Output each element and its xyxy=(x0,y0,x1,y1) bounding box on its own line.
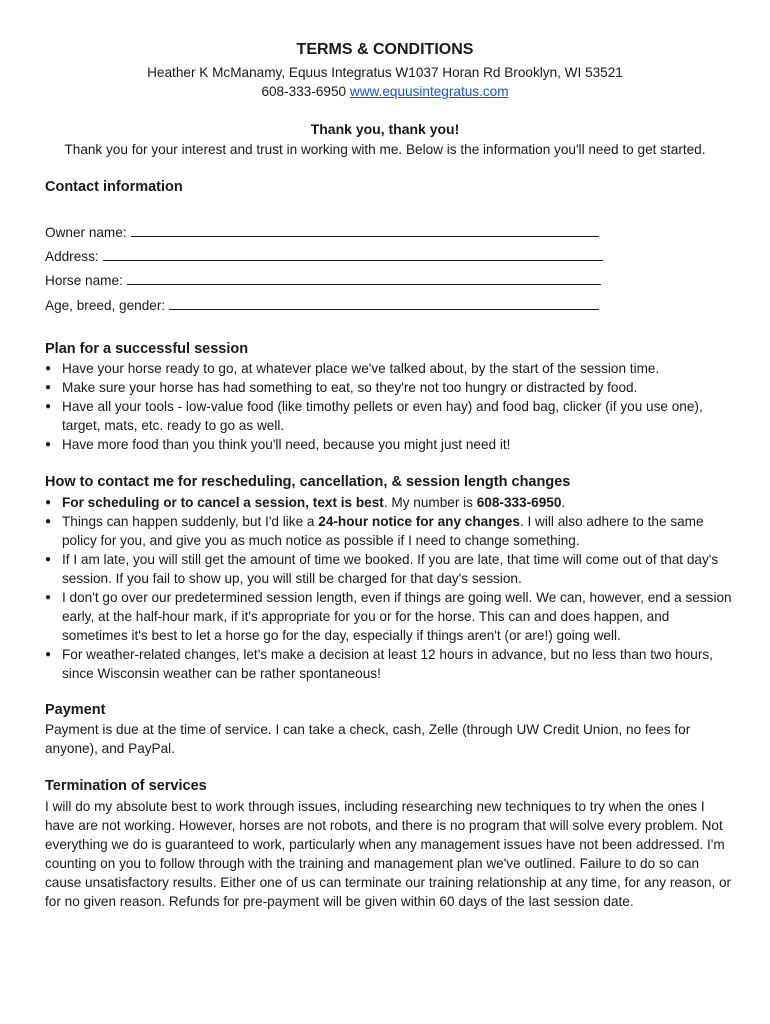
contact-me-item xyxy=(45,493,735,512)
address-label: Address: xyxy=(45,249,99,264)
address-blank[interactable] xyxy=(103,247,603,261)
horse-name-blank[interactable] xyxy=(127,271,601,285)
notice-post-text: . I will also adhere to the same policy for you, and give you as much notice as possible if I need to change something. xyxy=(62,514,704,548)
text-best-bold: For scheduling or to cancel a session, text is best xyxy=(62,495,384,510)
owner-name-label: Owner name: xyxy=(45,225,127,240)
horse-name-field xyxy=(45,271,601,290)
owner-name-blank[interactable] xyxy=(131,223,599,237)
my-number-text: . My number is xyxy=(383,495,477,510)
contact-me-list xyxy=(45,493,735,683)
plan-item: ● Have your horse ready to go, at whatever place we've talked about, by the start of the session time. xyxy=(45,359,735,378)
age-breed-gender-blank[interactable] xyxy=(169,296,599,310)
thanks-text: Thank you for your interest and trust in working with me. Below is the information you'll need to get started. xyxy=(64,142,706,157)
my-number-bold: 608-333-6950 xyxy=(476,495,562,510)
payment-heading: Payment xyxy=(45,702,106,718)
plan-heading: Plan for a successful session xyxy=(45,341,249,357)
address-field xyxy=(45,247,603,266)
age-breed-gender-field xyxy=(45,296,599,315)
website-link[interactable]: www.equusintegratus.com xyxy=(349,84,509,99)
owner-name-field xyxy=(45,223,599,242)
business-address: Heather K McManamy, Equus Integratus W1037 Horan Rd Brooklyn, WI 53521 xyxy=(147,65,623,80)
thanks-heading: Thank you, thank you! xyxy=(310,121,460,137)
payment-text: Payment is due at the time of service. I can take a check, cash, Zelle (through UW Credit Union, no fees for anyone), and PayPal. xyxy=(45,722,691,756)
contact-me-item: ● I don't go over our predetermined session length, even if things are going well. We can, however, end a session early, at the half-hour mark, if it's appropriate for you or for the horse. This can and does happen, and sometimes it's best to let a horse go for the day, especially if things aren't (or are!) going well. xyxy=(45,588,735,645)
plan-list xyxy=(45,359,735,454)
age-breed-gender-label: Age, breed, gender: xyxy=(45,298,166,313)
phone-number: 608-333-6950 xyxy=(261,84,347,99)
contact-me-item: ● If I am late, you will still get the amount of time we booked. If you are late, that time will come out of that day's session. If you fail to show up, you will still be charged for that day's session. xyxy=(45,550,735,588)
termination-heading: Termination of services xyxy=(45,778,207,794)
termination-text: I will do my absolute best to work through issues, including researching new techniques to try when the ones I have are not working. However, horses are not robots, and there is no program that will solve every problem. Not everything we do is guaranteed to work, particularly when any management issues have not been addressed. I'm counting on you to follow through with the training and management plan we've outlined. Failure to do so can cause unsatisfactory results. Either one of us can terminate our training relationship at any time, for any reason, or for no given reason. Refunds for pre-payment will be given within 60 days of the last session date. xyxy=(45,799,732,909)
plan-item: ● Have all your tools - low-value food (like timothy pellets or even hay) and food bag, clicker (if you use one), target, mats, etc. ready to go as well. xyxy=(45,397,735,435)
contact-info-heading: Contact information xyxy=(45,179,183,195)
document-title: TERMS & CONDITIONS xyxy=(296,41,474,58)
notice-bold: 24-hour notice for any changes xyxy=(318,514,520,529)
notice-pre-text: Things can happen suddenly, but I'd like a xyxy=(62,514,319,529)
plan-item: ● Make sure your horse has had something to eat, so they're not too hungry or distracted by food. xyxy=(45,378,735,397)
horse-name-label: Horse name: xyxy=(45,273,123,288)
contact-me-heading: How to contact me for rescheduling, cancellation, & session length changes xyxy=(45,474,571,490)
contact-me-item xyxy=(45,512,735,550)
period: . xyxy=(561,495,566,510)
contact-line xyxy=(0,82,770,101)
contact-me-item: ● For weather-related changes, let's make a decision at least 12 hours in advance, but no less than two hours, since Wisconsin weather can be rather spontaneous! xyxy=(45,645,735,683)
plan-item: ● Have more food than you think you'll need, because you might just need it! xyxy=(45,435,735,454)
